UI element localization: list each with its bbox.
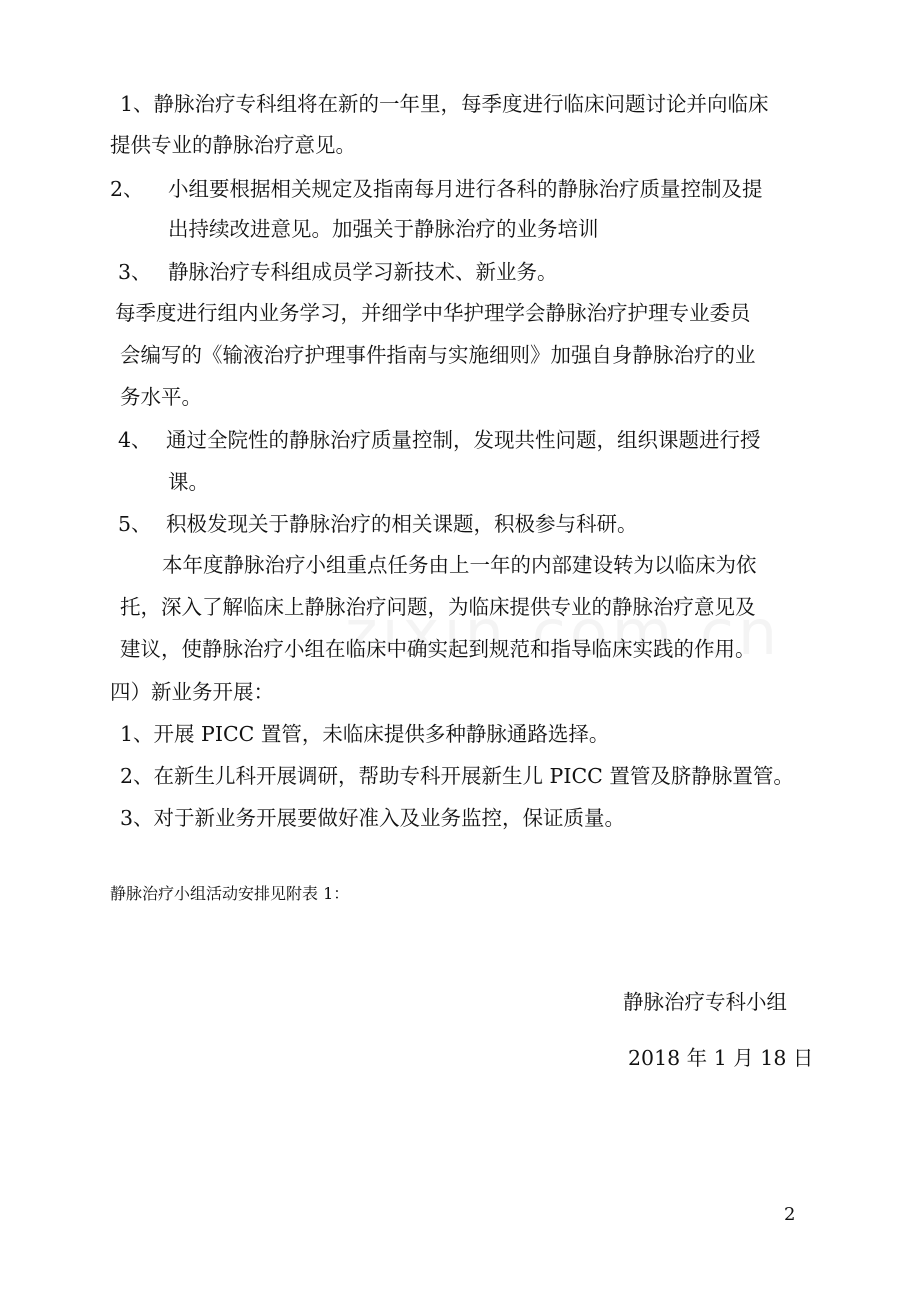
section-4-item-1: 1、开展 PICC 置管，未临床提供多种静脉通路选择。 (120, 722, 610, 746)
section-4-item-3: 3、对于新业务开展要做好准入及业务监控，保证质量。 (120, 806, 626, 830)
item-2-line-2: 出持续改进意见。加强关于静脉治疗的业务培训 (168, 217, 599, 241)
summary-paragraph-line-2: 托，深入了解临床上静脉治疗问题，为临床提供专业的静脉治疗意见及 (120, 595, 756, 619)
section-4-item-2: 2、在新生儿科开展调研，帮助专科开展新生儿 PICC 置管及脐静脉置管。 (120, 764, 794, 788)
section-4-heading: 四）新业务开展： (110, 680, 274, 704)
item-5-number: 5、 (118, 512, 152, 536)
appendix-note: 静脉治疗小组活动安排见附表 1： (110, 884, 350, 903)
item-4-number: 4、 (118, 428, 152, 452)
item-1-line-1: 1、静脉治疗专科组将在新的一年里，每季度进行临床问题讨论并向临床 (120, 92, 769, 116)
item-1-line-2: 提供专业的静脉治疗意见。 (110, 133, 356, 157)
item-4-line-2: 课。 (168, 470, 209, 494)
study-paragraph-line-3: 务水平。 (120, 385, 202, 409)
summary-paragraph-line-3: 建议，使静脉治疗小组在临床中确实起到规范和指导临床实践的作用。 (120, 637, 756, 661)
item-2-line-1: 小组要根据相关规定及指南每月进行各科的静脉治疗质量控制及提 (168, 177, 763, 201)
signature-date: 2018 年 1 月 18 日 (628, 1046, 814, 1070)
item-3-number: 3、 (118, 260, 152, 284)
page-number: 2 (784, 1204, 796, 1225)
summary-paragraph-line-1: 本年度静脉治疗小组重点任务由上一年的内部建设转为以临床为依 (162, 553, 757, 577)
item-3-line-1: 静脉治疗专科组成员学习新技术、新业务。 (168, 260, 558, 284)
study-paragraph-line-1: 每季度进行组内业务学习，并细学中华护理学会静脉治疗护理专业委员 (115, 301, 751, 325)
item-2-number: 2、 (110, 177, 144, 201)
item-4-line-1: 通过全院性的静脉治疗质量控制，发现共性问题，组织课题进行授 (166, 428, 761, 452)
signature-organization: 静脉治疗专科小组 (623, 990, 787, 1014)
study-paragraph-line-2: 会编写的《输液治疗护理事件指南与实施细则》加强自身静脉治疗的业 (120, 343, 756, 367)
item-5-line-1: 积极发现关于静脉治疗的相关课题，积极参与科研。 (166, 512, 638, 536)
